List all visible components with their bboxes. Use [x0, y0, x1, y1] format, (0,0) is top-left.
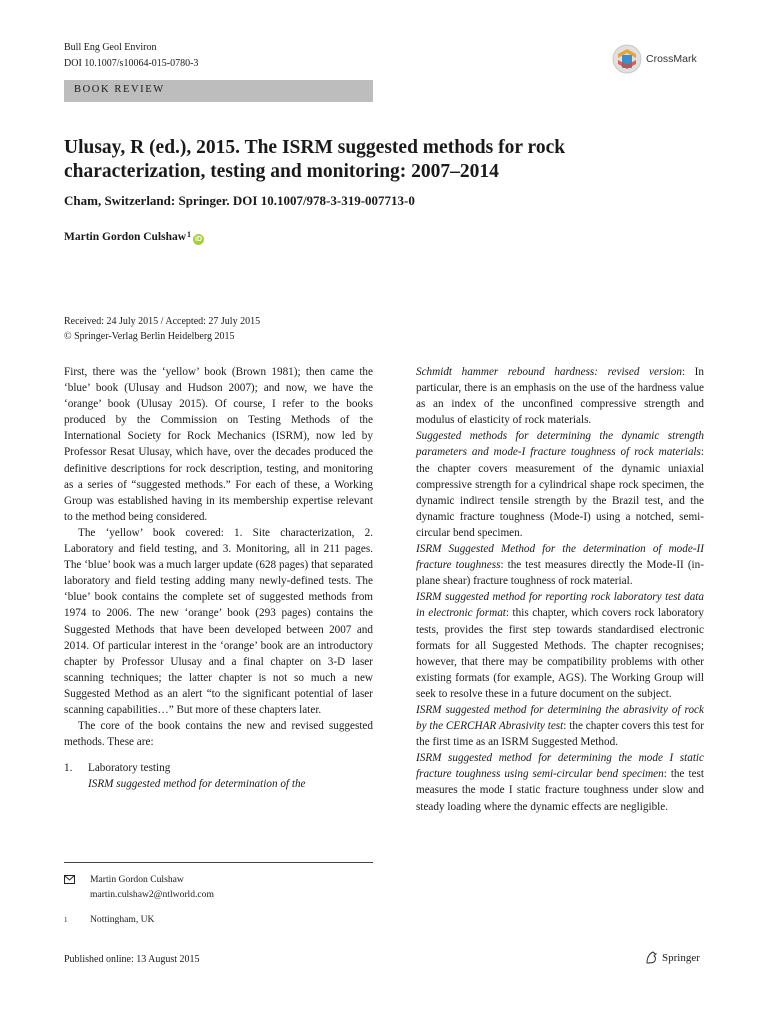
article-subtitle: Cham, Switzerland: Springer. DOI 10.1007/978-3-319-007713-0: [64, 193, 415, 208]
method-description: : the chapter covers this test for the first time as an ISRM Suggested Method.: [416, 720, 704, 749]
paragraph-3: The core of the book contains the new and revised suggested methods. These are:: [64, 720, 373, 749]
list-item: [64, 760, 373, 776]
footnote-affiliation: [64, 913, 155, 928]
publisher-logo[interactable]: [644, 950, 700, 965]
body-left-column: [64, 364, 373, 792]
method-title: ISRM suggested method for determining the abrasivity of rock by the CERCHAR Abrasivity test: [416, 703, 704, 733]
method-entry: [416, 364, 704, 428]
journal-meta: [64, 40, 198, 72]
journal-doi[interactable]: DOI 10.1007/s10064-015-0780-3: [64, 58, 199, 69]
published-date: Published online: 13 August 2015: [64, 954, 200, 965]
list-number: 1.: [64, 762, 73, 775]
method-description: : the test measures the mode I static fracture toughness under slow and steady loading where the dynamic effects are negligible.: [416, 768, 704, 813]
method-entry: [416, 589, 704, 702]
method-entry: [416, 541, 704, 589]
method-description: : the chapter covers measurement of the dynamic uniaxial compressive strength for a cylindrical shape rock specimen, the dynamic indirect tensile strength by the Brazil test, and the dynamic fracture toughness (Mode-I) using a notched, semi-circular bend specimen.: [416, 446, 704, 539]
contact-name: Martin Gordon Culshaw: [90, 874, 184, 885]
orcid-icon[interactable]: iD: [195, 236, 203, 243]
method-title: Suggested methods for determining the dynamic strength parameters and mode-I fracture toughness of rock materials: [416, 430, 704, 459]
springer-horse-icon: [644, 950, 659, 965]
paragraph-2: The ‘yellow’ book covered: 1. Site characterization, 2. Laboratory and field testing, and 3. Monitoring, all in 211 pages. The ‘blue’ book was a much larger update (628 pages) that separated laboratory and field testing adding many newly-defined tests. The ‘blue’ book contains the complete set of suggested methods from 1974 to 2006. The new ‘orange’ book (293 pages) contains the Suggested Methods that have been developed between 2007 and 2014. Of particular interest in the ‘orange’ book are an introductory chapter by Professor Ulusay and a final chapter on 3-D laser scanning techniques; the latter chapter is not so much a new Suggested Method as an alert “to the significant potential of laser scanning capabilities…” But more of these chapters later.: [64, 526, 373, 716]
contact-email[interactable]: martin.culshaw2@ntlworld.com: [90, 888, 214, 900]
list-continuation: ISRM suggested method for determination of the: [88, 778, 306, 791]
method-entry: [416, 428, 704, 541]
affiliation-text: Nottingham, UK: [90, 914, 155, 925]
body-right-column: [416, 364, 704, 815]
method-title: ISRM Suggested Method for the determination of mode-II fracture toughness: [416, 543, 704, 572]
method-entry: [416, 702, 704, 750]
received-accepted: Received: 24 July 2015 / Accepted: 27 July 2015: [64, 316, 261, 327]
crossmark-label: CrossMark: [646, 53, 697, 65]
author-name[interactable]: Martin Gordon Culshaw: [64, 231, 187, 243]
article-dates: [64, 315, 260, 344]
method-description: : In particular, there is an emphasis on the use of the hardness value as an index of the unconfined compressive strength and modulus of elasticity of rock materials.: [416, 366, 704, 427]
method-description: : this chapter, which covers rock laboratory tests, provides the first step towards standardised electronic formats for all Suggested Methods. The chapter recognises; however, that there may be compatibility problems with other existing formats (for example, AGS). The Working Group will seek to resolve these in a future document on the subject.: [416, 607, 704, 700]
publisher-name: Springer: [662, 951, 700, 964]
section-banner: [64, 80, 373, 102]
envelope-icon: [64, 873, 90, 902]
method-title: ISRM suggested method for determining the mode I static fracture toughness using semi-circular bend specimen: [416, 752, 704, 781]
affiliation-number: 1: [64, 916, 68, 924]
author-line: [64, 231, 204, 245]
method-title: ISRM suggested method for reporting rock laboratory test data in electronic format: [416, 591, 704, 620]
method-entry: [416, 750, 704, 814]
method-description: : the test measures directly the Mode-II (in-plane shear) fracture toughness of rock material.: [416, 559, 704, 588]
footnote-contact: [64, 873, 214, 902]
list-label: Laboratory testing: [88, 762, 171, 775]
crossmark-icon: [612, 44, 642, 74]
method-title: Schmidt hammer rebound hardness: revised version: [416, 366, 682, 378]
paragraph-1: First, there was the ‘yellow’ book (Brown 1981); then came the ‘blue’ book (Ulusay and Hudson 2007); and now, we have the ‘orange’ book (Ulusay 2015). Of course, I refer to the books produced by the Commission on Testing Methods of the International Society for Rock Mechanics (ISRM), now led by Professor Resat Ulusay, which have, over the decades produced the definitive descriptions for rock description, testing, and monitoring as a series of “suggested methods.” For each of these, a Working Group was established having in its membership expertise relevant to the method being considered.: [64, 366, 373, 523]
section-label: BOOK REVIEW: [74, 84, 165, 95]
journal-name: Bull Eng Geol Environ: [64, 42, 157, 53]
article-title: Ulusay, R (ed.), 2015. The ISRM suggested methods for rock characterization, testing and monitoring: 2007–2014: [64, 137, 566, 182]
copyright-line: © Springer-Verlag Berlin Heidelberg 2015: [64, 330, 235, 342]
crossmark-badge[interactable]: [612, 42, 712, 76]
footnote-divider: [64, 862, 373, 863]
author-affiliation-mark: 1: [187, 230, 192, 239]
